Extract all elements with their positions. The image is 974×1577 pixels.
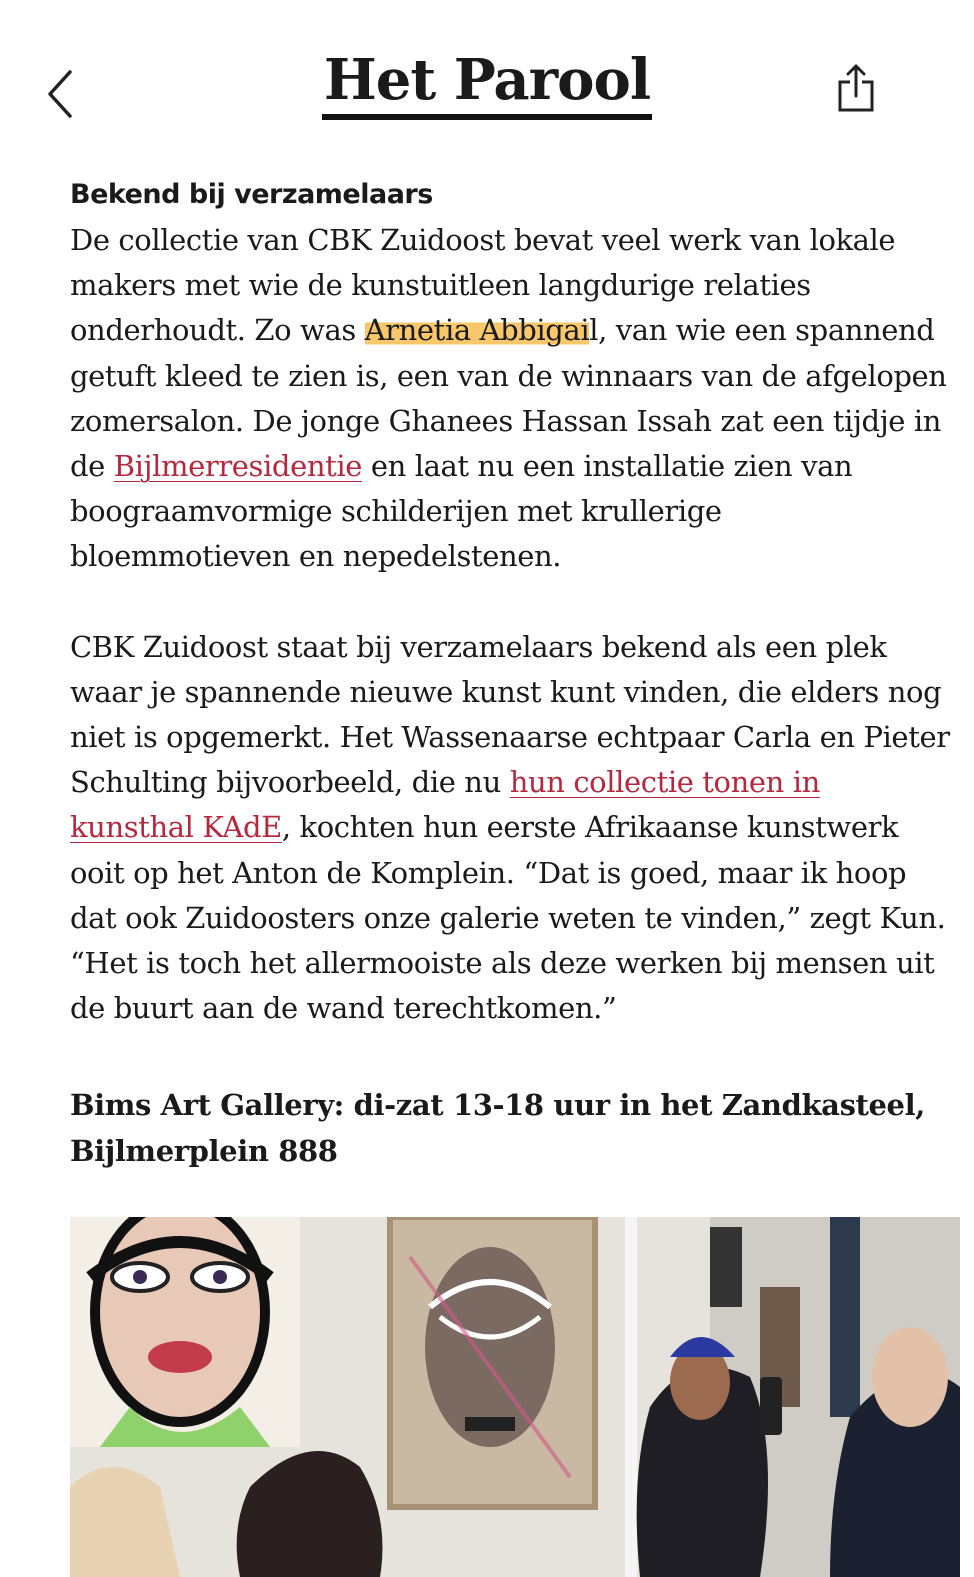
- paragraph-text: l, van wie een spannend getuft kleed te zien is, een van de winnaars van de afgelopen zomersalon. De jonge Ghanees Hassan Issah zat een tijdje in de: [70, 313, 947, 484]
- paragraph-text: , kochten hun eerste Afrikaanse kunstwerk ooit op het Anton de Komplein. “Dat is goed, maar ik hoop dat ook Zuidoosters onze galerie weten te vinden,” zegt Kun. “Het is toch het allermooiste als deze werken bij mensen uit de buurt aan de wand terechtkomen.”: [70, 810, 946, 1026]
- brand-logo: Het Parool: [0, 52, 974, 120]
- article-photo[interactable]: [70, 1217, 960, 1577]
- paragraph-text: De collectie van CBK Zuidoost bevat veel werk van lokale makers met wie de kunstuitleen langdurige relaties onderhoudt. Zo was: [70, 223, 896, 348]
- article-body: [70, 176, 950, 1174]
- share-icon: [832, 60, 880, 118]
- paragraph-text: CBK Zuidoost staat bij verzamelaars bekend als een plek waar je spannende nieuwe kunst kunt vinden, die elders nog niet is opgemerkt. Het Wassenaarse echtpaar Carla en Pieter Schulting bijvoorbeeld, die nu: [70, 629, 950, 800]
- section-heading: Bekend bij verzamelaars: [70, 179, 433, 210]
- share-button[interactable]: [832, 60, 880, 118]
- link-kunsthal-kade[interactable]: hun collectie tonen in kunsthal KAdE: [70, 765, 820, 845]
- paragraph-2: [70, 625, 950, 1032]
- highlighted-text[interactable]: Arnetia Abbigai: [364, 313, 590, 348]
- top-bar: [0, 0, 974, 150]
- paragraph-1: [70, 218, 950, 580]
- link-bijlmerresidentie[interactable]: Bijlmerresidentie: [113, 449, 363, 484]
- gallery-info: Bims Art Gallery: di-zat 13-18 uur in het Zandkasteel, Bijlmerplein 888: [70, 1088, 925, 1168]
- gallery-photo-illustration: [70, 1217, 960, 1577]
- paragraph-text: en laat nu een installatie zien van boograamvormige schilderijen met krullerige bloemmotieven en nepedelstenen.: [70, 449, 853, 574]
